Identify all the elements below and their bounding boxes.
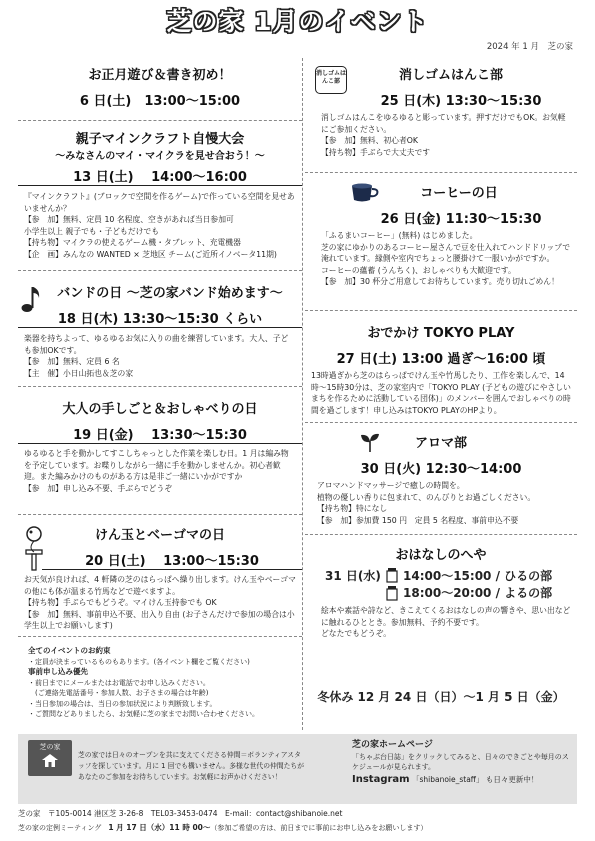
event-body [305, 480, 577, 526]
event-date-text: 19 日(金) 13:30〜15:30 [18, 424, 302, 444]
body-line: 消しゴムはんこをゆるゆると彫っています。押すだけでもOK。お気軽にご参加ください。 [321, 113, 566, 134]
body-line: ゆるゆると手を動かしてすこしちゃっとした作業を楽しむ日。1 月は編み物を予定しています。お喋りしながら一緒に手を動かしませんか。初心者歓迎。また編みかけのものがある方は是非ご一緒にいかがですか [24, 449, 289, 481]
music-note-icon [20, 284, 42, 314]
instagram-line [352, 775, 572, 785]
event-date-text: 18 日(木) 13:30〜15:30 くらい [18, 308, 302, 328]
event-body [305, 605, 577, 640]
event-title: コーヒーの日 [420, 186, 498, 201]
event-date: 26 日(金) 11:30〜15:30 [380, 212, 542, 227]
event-title: おはなしのへや [395, 548, 487, 563]
body-line: 【参 加】参加費 150 円 定員 5 名程度、事前申込不要 [317, 515, 519, 525]
body-line: 13時過ぎから芝のはらっぱでけん玉や竹馬したり、工作を楽しんで、14時〜15時30分は、芝の家室内で「TOKYO PLAY (子どもの遊びにやさしいまちを作るために活動している団体)」のメンバーを囲んでおしゃべりの時間を過ごします！申し込みはTOKYO PLAYのHPより。 [311, 371, 571, 415]
event-storytelling [305, 544, 577, 640]
logo-text: 芝の家 [39, 743, 61, 751]
event-date: 6 日(土) 13:00〜15:00 [79, 94, 241, 109]
body-line: 【参 加】無料、定員 6 名 [24, 357, 120, 366]
stamp-icon: 消しゴムはんこ部 [315, 66, 347, 94]
event-date [18, 550, 302, 570]
instagram-suffix: も日々更新中！ [485, 775, 539, 784]
event-kendama [18, 524, 302, 632]
event-date-text: 13 日(土) 14:00〜16:00 [18, 166, 302, 186]
page-title: 芝の家 1月のイベント [166, 7, 429, 36]
winter-holiday-notice: 冬休み 12 月 24 日（日）〜1 月 5 日（金） [317, 690, 565, 704]
body-line: 楽器を持ちよって、ゆるゆるお気に入りの曲を練習しています。大人、子ども参加OKです。 [24, 334, 289, 355]
event-eraser-stamp [305, 64, 577, 158]
event-date-afternoon: 14:00〜15:00 / ひるの部 [403, 569, 553, 583]
issue-date: 2024 年 1 月 芝の家 [486, 42, 573, 52]
body-line: 【参 加】申し込み不要、手ぶらでどうぞ [24, 483, 173, 493]
event-date-evening: 18:00〜20:00 / よるの部 [403, 586, 553, 600]
logo [28, 740, 72, 776]
instagram-label: Instagram [352, 774, 410, 785]
body-line: コーヒーの蘊蓄 (うんちく)、おしゃべりも大歓迎です。 [321, 265, 516, 275]
body-line: 【主 催】小日山拓也＆芝の家 [24, 368, 134, 378]
event-date: 27 日(土) 13:00 過ぎ〜16:00 頃 [336, 352, 546, 367]
notes-heading: 全てのイベントのお約束 [28, 646, 111, 655]
body-line: 小学生以上 親子でも・子どもだけでも [24, 226, 160, 236]
kendama-icon [22, 526, 46, 572]
divider [305, 534, 577, 535]
divider [18, 120, 302, 121]
volunteer-text: 芝の家では日々のオープンを共に支えてくださる仲間＝ボランティアスタッフを探しています。月に 1 回でも構いません。多様な世代の仲間たちがあなたのご参加をお待ちしています。お気軽にお声かけください！ [78, 751, 305, 781]
contact-line: 芝の家 〒105-0014 港区芝 3-26-8 TEL03-3453-0474 E-mail：contact@shibanoie.net [18, 809, 343, 818]
body-line: 植物の優しい香りに包まれて、のんびりとお過ごしください。 [317, 492, 536, 502]
body-line: 芝の家にゆかりのあるコーヒー屋さんで豆を仕入れてハンドドリップで淹れています。縁側や室内でちょっと腰掛けて一服いかがですか。 [321, 242, 571, 263]
notes-heading: 事前申し込み優先 [28, 667, 88, 676]
body-line: 【参 加】30 杯分ご用意してお待ちしています。売り切れごめん！ [321, 277, 559, 286]
event-new-year [18, 64, 302, 109]
event-handcraft [18, 398, 302, 494]
coffee-cup-icon [349, 182, 381, 204]
homepage-section [352, 740, 572, 785]
event-title: けん玉とベーゴマの日 [94, 528, 225, 543]
event-title: おでかけ TOKYO PLAY [367, 326, 515, 341]
divider [305, 172, 577, 173]
event-date [18, 424, 302, 444]
column-divider [302, 58, 303, 730]
event-title: バンドの日 〜芝の家バンド始めます〜 [57, 286, 283, 301]
meeting-date: 1 月 17 日（水）11 時 00〜 [108, 823, 211, 832]
divider [18, 270, 302, 271]
event-title: お正月遊び＆書き初め！ [88, 68, 232, 83]
divider [18, 514, 302, 515]
event-title: アロマ部 [414, 436, 467, 451]
divider [18, 386, 302, 387]
event-tokyo-play [305, 322, 577, 416]
event-date: 30 日(火) 12:30〜14:00 [360, 462, 522, 477]
event-minecraft [18, 128, 302, 260]
event-band [18, 282, 302, 379]
body-line: お天気が良ければ、4 軒隣の芝のはらっぱへ繰り出します。けん玉やベーゴマの他にも体が温まる竹馬などで遊べますよ。 [24, 575, 296, 596]
instagram-handle[interactable]: 「shibanoie_staff」 [411, 775, 484, 784]
body-line: 『マインクラフト』(ブロックで空間を作るゲーム)で作っている空間を見せあいませんか？ [24, 192, 295, 213]
rules-notes [18, 640, 302, 720]
title-wrap [0, 2, 595, 38]
event-body [305, 112, 577, 158]
event-title: 消しゴムはんこ部 [398, 68, 503, 83]
event-body [305, 230, 577, 288]
body-line: 【参 加】無料、初心者OK [321, 136, 419, 145]
event-aroma [305, 432, 577, 526]
event-date-prefix: 31 日(水) [325, 569, 381, 583]
event-body [18, 333, 302, 379]
event-title: 大人の手しごと＆おしゃべりの日 [62, 402, 258, 417]
notes-line: ・当日参加の場合は、当日の参加状況により判断致します。 [28, 699, 217, 708]
meeting-line [18, 822, 577, 833]
divider [305, 422, 577, 423]
sprout-icon [359, 432, 381, 452]
body-line: アロマハンドマッサージで癒しの時間を。 [317, 481, 465, 490]
event-date-text: 20 日(土) 13:00〜15:30 [42, 550, 302, 570]
meeting-note: （参加ご希望の方は、前日までに事前にお申し込みをお願いします） [210, 824, 428, 832]
body-line: 【企 画】みんなの WANTED × 芝地区 チーム(ご近所イノベータ11期) [24, 249, 277, 259]
footer-box [18, 734, 577, 804]
body-line: 【持ち物】特になし [317, 504, 388, 513]
event-body [18, 574, 302, 632]
notes-line: ・前日までにメールまたはお電話でお申し込みください。 [28, 678, 210, 687]
homepage-text: 「ちゃぶ台日誌」をクリックしてみると、日々のできごとや毎月のスケジュールが見られます。 [352, 753, 569, 771]
house-icon [40, 752, 60, 768]
event-date [18, 166, 302, 188]
homepage-title: 芝の家ホームページ [352, 740, 433, 750]
meeting-prefix: 芝の家の定例ミーティング [18, 824, 109, 832]
divider [305, 310, 577, 311]
event-date: 25 日(木) 13:30〜15:30 [380, 94, 542, 109]
event-subtitle: 〜みなさんのマイ・マイクラを見せ合おう！〜 [55, 151, 265, 162]
body-line: 【持ち物】手ぶらでもどうぞ。マイけん玉持参でも OK [24, 598, 217, 607]
event-date [18, 308, 302, 328]
body-line: 「ふるまいコーヒー」(無料) はじめました。 [321, 231, 478, 240]
notes-line: ・定員が決まっているものもあります。(各イベント欄をご覧ください) [28, 657, 250, 666]
notes-line: ・ご質問などありましたら、お気軽に芝の家までお問い合わせください。 [28, 710, 259, 718]
lantern-icon [385, 567, 399, 601]
event-body [18, 448, 302, 494]
body-line: 【持ち物】手ぶらで大丈夫です [321, 147, 431, 157]
event-body [18, 191, 302, 260]
body-line: 【参 加】無料、事前申込不要、出入り自由 (お子さんだけで参加の場合は小学生以上でお願いします) [24, 609, 295, 630]
event-title: 親子マインクラフト自慢大会 [75, 132, 245, 147]
event-body [305, 370, 577, 416]
notes-line: (ご連絡先電話番号・参加人数、お子さまの場合は年齢) [28, 689, 209, 697]
body-line: 【参 加】無料、定員 10 名程度、空きがあれば当日参加可 [24, 215, 234, 224]
event-coffee [305, 182, 577, 288]
body-line: 絵本や素話や詩など、きこえてくるおはなしの声の響きや、思い出などに触れるひととき。参加無料、予約不要です。 [321, 606, 571, 627]
divider [18, 636, 302, 637]
body-line: どなたでもどうぞ。 [321, 629, 392, 638]
body-line: 【持ち物】マイクラの使えるゲーム機・タブレット、充電機器 [24, 238, 241, 247]
event-dates [305, 567, 577, 601]
